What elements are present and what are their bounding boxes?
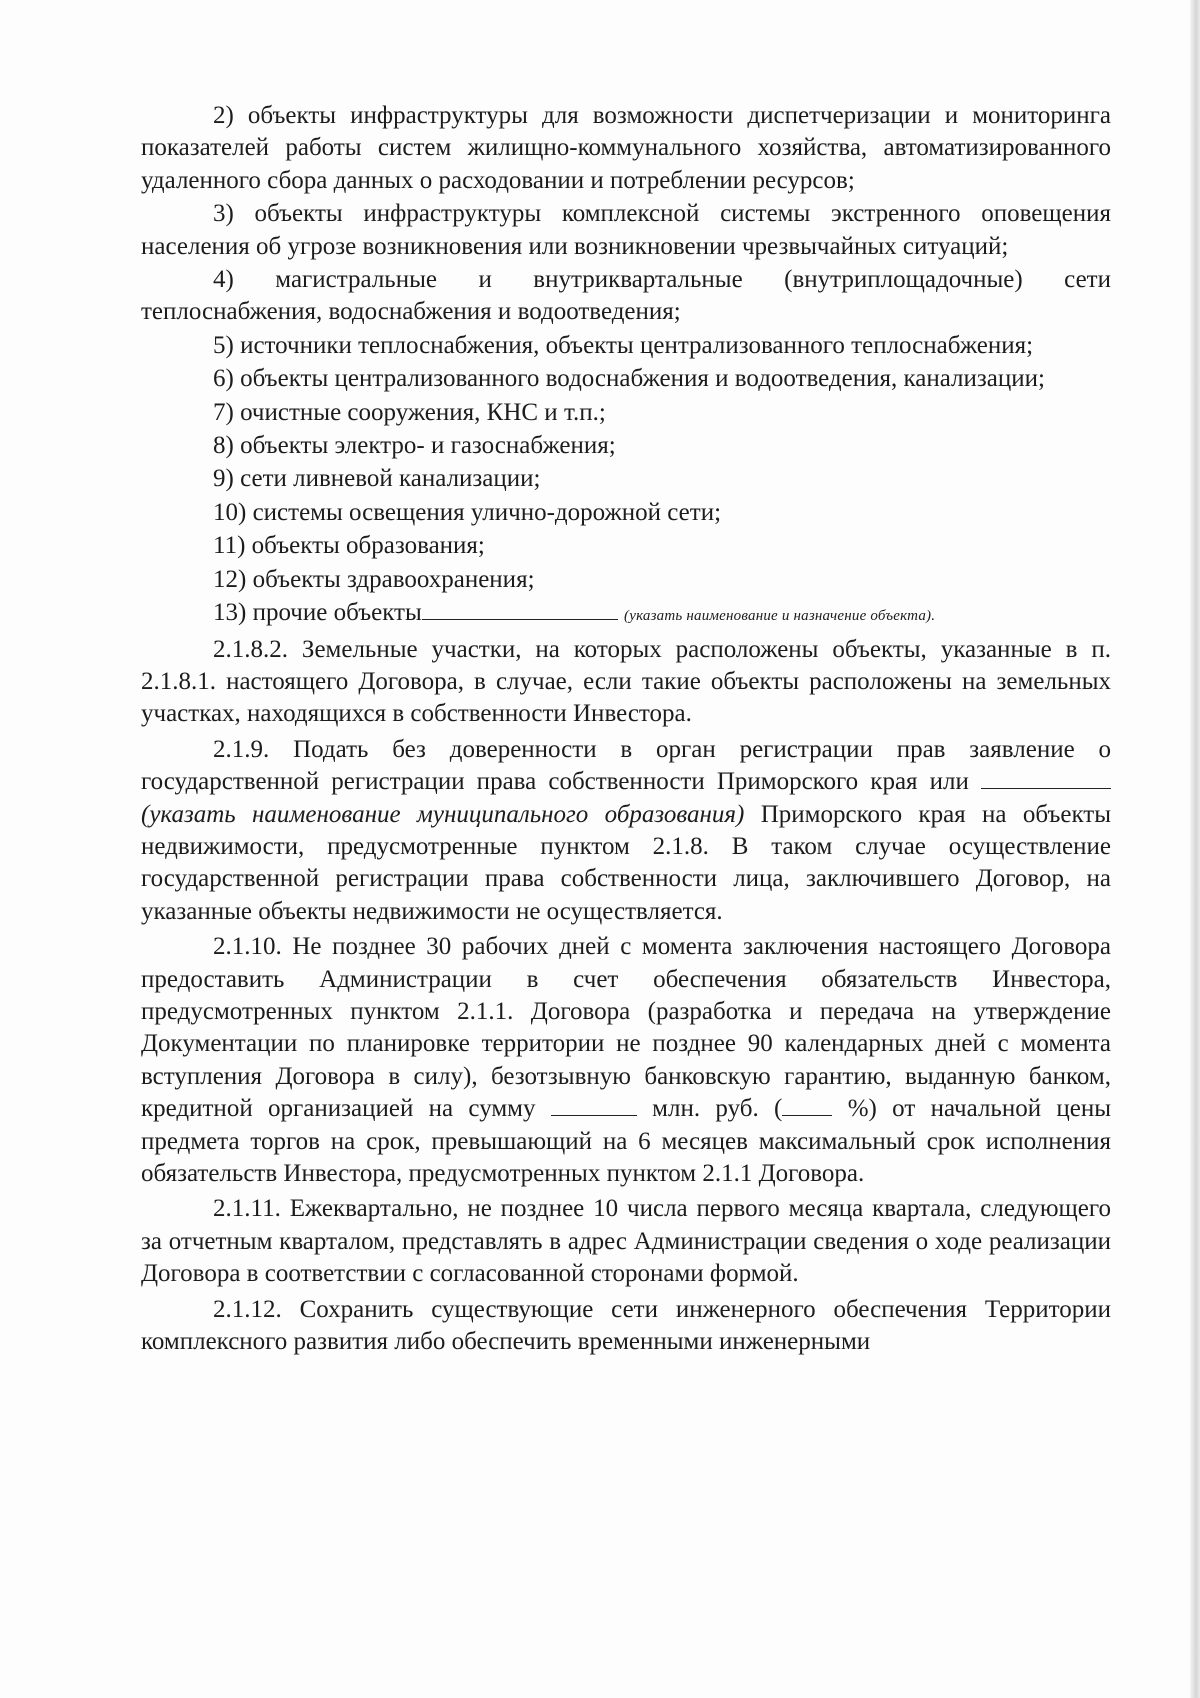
clause-2-1-10-part1: 2.1.10. Не позднее 30 рабочих дней с момента заключения настоящего Договора предоставить Администрации в счет обеспечения обязательств Инвестора, предусмотренных пунктом 2.1.1. Договора (разработка и передача на утверждение Документации по планировке территории не позднее 90 календарных дней с момента вступления Договора в силу), безотзывную банковскую гарантию, выданную банком, кредитной организацией на сумму (141, 933, 1111, 1123)
list-item-9: 9) сети ливневой канализации; (213, 465, 541, 493)
list-item-11: 11) объекты образования; (213, 532, 485, 560)
list-item-3: 3) объекты инфраструктуры комплексной системы экстренного оповещения населения об угрозе возникновения или возникновении чрезвычайных ситуаций; (141, 200, 1111, 260)
clause-2-1-9 (141, 734, 1111, 928)
clause-2-1-9-part1: 2.1.9. Подать без доверенности в орган регистрации прав заявление о государственной регистрации права собственности Приморского края или (141, 735, 1111, 796)
list-item-5: 5) источники теплоснабжения, объекты централизованного теплоснабжения; (213, 331, 1034, 359)
list-item-13-label: 13) прочие объекты (213, 599, 422, 627)
clause-2-1-10-part2: млн. руб. ( (652, 1095, 783, 1123)
list-item-6: 6) объекты централизованного водоснабжения и водоотведения, канализации; (213, 365, 1045, 393)
list-item-2: 2) объекты инфраструктуры для возможности диспетчеризации и мониторинга показателей работы систем жилищно-коммунального хозяйства, автоматизированного удаленного сбора данных о расходовании и потреблении ресурсов; (141, 102, 1111, 194)
clause-2-1-9-italic: (указать наименование муниципального образования) (141, 800, 745, 828)
list-item-8: 8) объекты электро- и газоснабжения; (213, 432, 616, 460)
list-item-10: 10) системы освещения улично-дорожной сети; (213, 498, 722, 526)
fill-blank-amount (551, 1095, 637, 1116)
clause-2-1-12: 2.1.12. Сохранить существующие сети инженерного обеспечения Территории комплексного развития либо обеспечить временными инженерными (141, 1295, 1111, 1356)
list-item-4: 4) магистральные и внутриквартальные (внутриплощадочные) сети теплоснабжения, водоснабжения и водоотведения; (141, 266, 1111, 326)
clause-2-1-11: 2.1.11. Ежеквартально, не позднее 10 числа первого месяца квартала, следующего за отчетным кварталом, представлять в адрес Администрации сведения о ходе реализации Договора в соответствии с согласованной сторонами формой. (141, 1195, 1111, 1288)
fill-blank-percent (782, 1095, 832, 1116)
contract-text (141, 100, 1111, 1358)
clause-2-1-8-2: 2.1.8.2. Земельные участки, на которых расположены объекты, указанные в п. 2.1.8.1. настоящего Договора, в случае, если такие объекты расположены на земельных участках, находящихся в собственности Инвестора. (141, 635, 1111, 728)
list-item-13-note: (указать наименование и назначение объекта). (624, 608, 936, 625)
list-item-12: 12) объекты здравоохранения; (213, 565, 535, 593)
clause-2-1-9-part2: Приморского края на объекты недвижимости, предусмотренные пунктом 2.1.8. В таком случае осуществление государственной регистрации права собственности лица, заключившего Договор, на указанные объекты недвижимости не осуществляется. (141, 800, 1112, 925)
scan-page-edge (1190, 0, 1200, 1698)
list-item-7: 7) очистные сооружения, КНС и т.п.; (213, 398, 606, 426)
clause-2-1-10 (141, 931, 1111, 1190)
clause-2-1-10-part3: %) от начальной цены предмета торгов на срок, превышающий на 6 месяцев максимальный срок исполнения обязательств Инвестора, предусмотренных пунктом 2.1.1 Договора. (141, 1095, 1112, 1187)
list-item-13 (141, 597, 1111, 632)
fill-blank-municipality (981, 768, 1111, 789)
fill-blank-object (422, 599, 618, 620)
